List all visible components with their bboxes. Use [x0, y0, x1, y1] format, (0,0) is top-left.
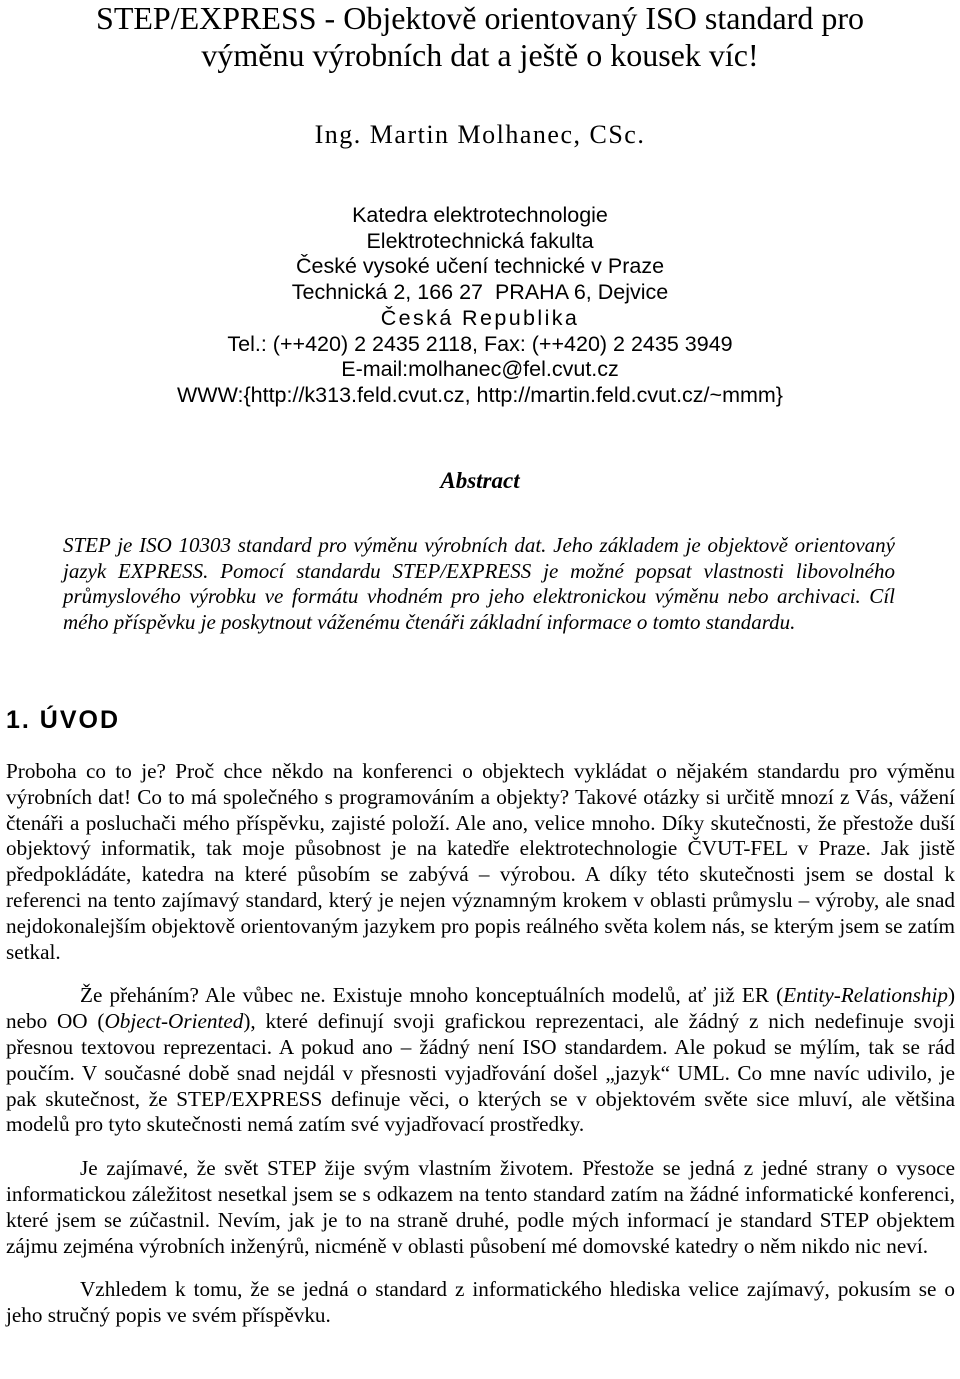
paper-title-line-1: STEP/EXPRESS - Objektově orientovaný ISO standard pro	[96, 0, 864, 36]
email: E-mail:molhanec@fel.cvut.cz	[341, 357, 619, 382]
phone-fax: Tel.: (++420) 2 2435 2118, Fax: (++420) 2 2435 3949	[227, 331, 733, 356]
paper-title	[0, 0, 960, 74]
paragraph-2	[6, 983, 955, 1138]
paragraph-2-part-b: ) nebo OO (	[6, 983, 955, 1034]
country: Česká Republika	[380, 305, 580, 330]
paper-title-line-2: výměnu výrobních dat a ještě o kousek víc!	[201, 37, 759, 73]
term-object-oriented: Object-Oriented	[104, 1009, 244, 1034]
paragraph-1: Proboha co to je? Proč chce někdo na konferenci o objektech vykládat o nějakém standardu pro výměnu výrobních dat! Co to má společného s programováním a objekty? Takové otázky si určitě mnozí z Vás, vážení čtenáři a posluchači mého příspěvku, zajisté položí. Ale ano, velice mnoho. Díky skutečnosti, že přestože duší objektový informatik, tak moje působnost je na katedře elektrotechnologie ČVUT-FEL v Praze. Jak jistě předpokládáte, katedra na které působím se zabývá – výrobou. A díky této skutečnosti jsem se dostal k referenci na tento zajímavý standard, který je nejen významným krokem v oblasti průmyslu – výroby, ale snad nejdokonalejším objektově orientovaným jazykem pro popis reálného světa kolem nás, se kterým jsem se zatím setkal.	[6, 759, 955, 964]
section-heading-uvod: 1. ÚVOD	[6, 706, 121, 734]
abstract-heading: Abstract	[440, 468, 520, 493]
address: Technická 2, 166 27 PRAHA 6, Dejvice	[291, 280, 669, 305]
affiliation-block	[0, 203, 960, 409]
section-body	[6, 759, 955, 1347]
author-name: Ing. Martin Molhanec, CSc.	[314, 120, 646, 149]
abstract-text: STEP je ISO 10303 standard pro výměnu výrobních dat. Jeho základem je objektově orientovaný jazyk EXPRESS. Pomocí standardu STEP/EXPRESS je možné popsat vlastnosti libovolného průmyslového výrobku ve formátu vhodném pro jeho elektronickou výměnu nebo archivaci. Cíl mého příspěvku je poskytnout váženému čtenáři základní informace o tomto standardu.	[63, 533, 895, 634]
paragraph-2-part-a: Že přeháním? Ale vůbec ne. Existuje mnoho konceptuálních modelů, ať již ER (	[80, 983, 784, 1008]
paragraph-2-part-c: ), které definují svoji grafickou reprezentaci, ale žádný z nich nedefinuje svoji přesnou textovou reprezentaci. A pokud ano – žádný není ISO standardem. Ale pokud se mýlím, tak se rád poučím. V současné době snad nejdál v přesnosti vyjadřování došel „jazyk“ UML. Co mne navíc udivilo, je pak skutečnost, že STEP/EXPRESS definuje věci, o kterých se v objektovém světe sice mluví, ale většina modelů pro tyto skutečnosti nemá zatím své vyjadřovací prostředky.	[6, 1009, 955, 1137]
faculty: Elektrotechnická fakulta	[366, 228, 594, 253]
paragraph-3: Je zajímavé, že svět STEP žije svým vlastním životem. Přestože se jedná z jedné strany o vysoce informatickou záležitost nesetkal jsem se s odkazem na tento standard zatím na žádné informatické konferenci, které jsem se zúčastnil. Nevím, jak je to na straně druhé, podle mých informací je standard STEP objektem zájmu zejména výrobních inženýrů, nicméně v oblasti působení mé domovské katedry o něm nikdo nic neví.	[6, 1156, 955, 1258]
department: Katedra elektrotechnologie	[352, 203, 608, 227]
www-links: WWW:{http://k313.feld.cvut.cz, http://martin.feld.cvut.cz/~mmm}	[177, 382, 783, 407]
paragraph-4: Vzhledem k tomu, že se jedná o standard z informatického hlediska velice zajímavý, pokusím se o jeho stručný popis ve svém příspěvku.	[6, 1277, 955, 1328]
term-entity-relationship: Entity-Relationship	[783, 983, 948, 1008]
university: České vysoké učení technické v Praze	[295, 254, 665, 279]
